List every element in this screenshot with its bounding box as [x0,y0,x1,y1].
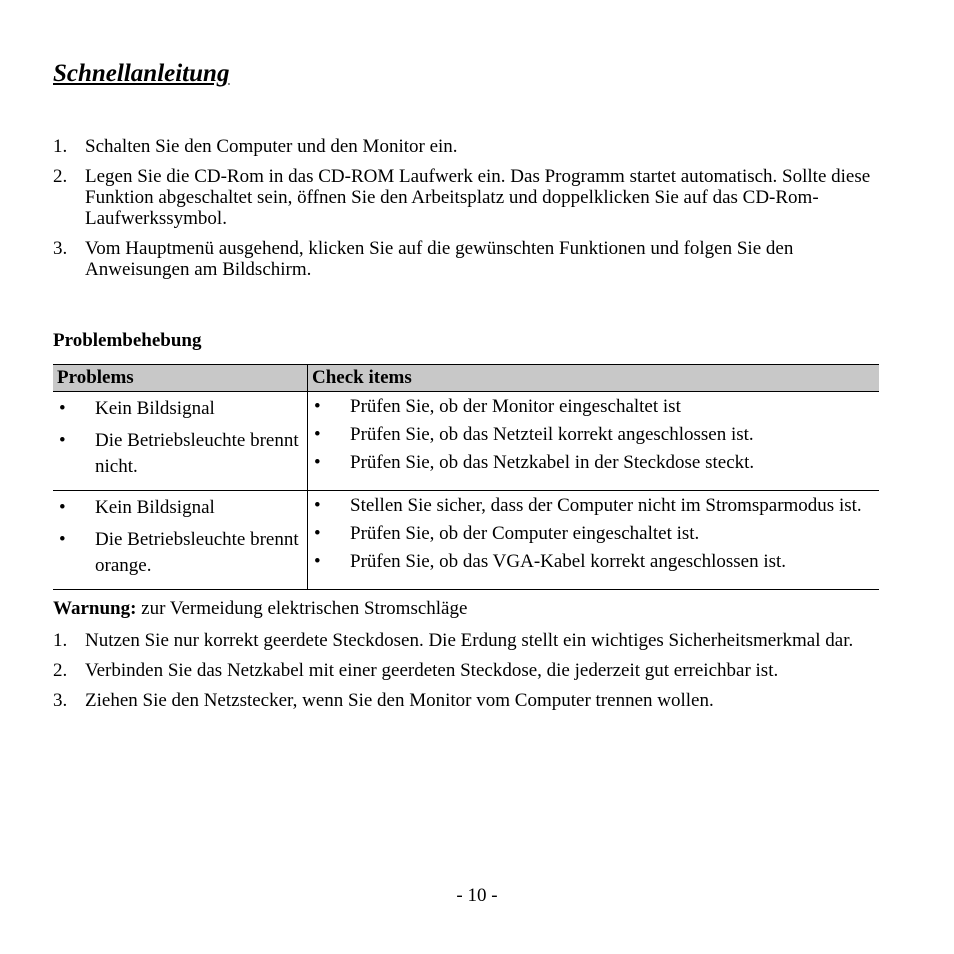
step-text: Vom Hauptmenü ausgehend, klicken Sie auf die gewünschten Funktionen und folgen Sie den Anweisungen am Bildschirm. [85,238,794,280]
list-item [57,495,303,521]
problem-text: Kein Bildsignal [95,497,215,518]
troubleshooting-title: Problembehebung [53,330,202,351]
page-title: Schnellanleitung [53,60,230,87]
step-number: 2. [53,660,68,681]
step-text: Nutzen Sie nur korrekt geerdete Steckdosen. Die Erdung stellt ein wichtiges Sicherheitsmerkmal dar. [85,630,854,651]
list-item [53,238,893,280]
check-text: Stellen Sie sicher, dass der Computer nicht im Stromsparmodus ist. [350,495,862,516]
problems-cell [53,491,308,590]
step-number: 2. [53,166,68,187]
list-item [312,396,875,418]
step-number: 3. [53,690,68,711]
step-text: Schalten Sie den Computer und den Monitor ein. [85,136,458,157]
list-item [53,630,893,651]
bullet-icon: • [314,523,321,544]
list-item [53,136,893,157]
list-item [312,452,875,474]
bullet-icon: • [314,495,321,516]
list-item [312,424,875,446]
warning-text: zur Vermeidung elektrischen Stromschläge [136,598,468,619]
table-row [53,491,879,590]
step-number: 1. [53,136,68,157]
step-text: Legen Sie die CD-Rom in das CD-ROM Laufwerk ein. Das Programm startet automatisch. Sollte diese Funktion abgeschaltet sein, öffnen Sie den Arbeitsplatz und doppelklicken Sie auf das CD-Rom-Laufwerkssymbol. [85,166,871,229]
warning-steps-list [53,630,893,720]
check-items-cell [308,392,880,491]
list-item [53,660,893,681]
bullet-icon: • [314,396,321,417]
step-text: Verbinden Sie das Netzkabel mit einer geerdeten Steckdose, die jederzeit gut erreichbar ist. [85,660,779,681]
step-number: 1. [53,630,68,651]
column-header-problems: Problems [53,365,308,392]
problem-text: Die Betriebsleuchte brennt nicht. [95,430,299,477]
column-header-check-items: Check items [308,365,880,392]
bullet-icon: • [314,424,321,445]
list-item [57,527,303,579]
problems-cell [53,392,308,491]
list-item [57,396,303,422]
list-item [57,428,303,480]
bullet-icon: • [59,497,66,518]
setup-steps-list [53,136,893,289]
table-row [53,392,879,491]
check-text: Prüfen Sie, ob das Netzkabel in der Steckdose steckt. [350,452,755,473]
bullet-icon: • [314,551,321,572]
check-text: Prüfen Sie, ob das VGA-Kabel korrekt angeschlossen ist. [350,551,787,572]
warning-heading [53,598,467,620]
problem-text: Kein Bildsignal [95,398,215,419]
warning-label: Warnung: [53,598,137,619]
problem-text: Die Betriebsleuchte brennt orange. [95,529,299,576]
bullet-icon: • [59,529,66,550]
list-item [53,690,893,711]
check-text: Prüfen Sie, ob das Netzteil korrekt angeschlossen ist. [350,424,754,445]
bullet-icon: • [59,398,66,419]
bullet-icon: • [59,430,66,451]
step-text: Ziehen Sie den Netzstecker, wenn Sie den Monitor vom Computer trennen wollen. [85,690,714,711]
troubleshooting-table [53,364,879,590]
check-items-cell [308,491,880,590]
list-item [312,495,875,517]
check-text: Prüfen Sie, ob der Computer eingeschaltet ist. [350,523,700,544]
check-text: Prüfen Sie, ob der Monitor eingeschaltet ist [350,396,681,417]
page-number: - 10 - [456,885,498,906]
bullet-icon: • [314,452,321,473]
list-item [312,551,875,573]
list-item [312,523,875,545]
step-number: 3. [53,238,68,259]
list-item [53,166,893,229]
table-header-row [53,365,879,392]
